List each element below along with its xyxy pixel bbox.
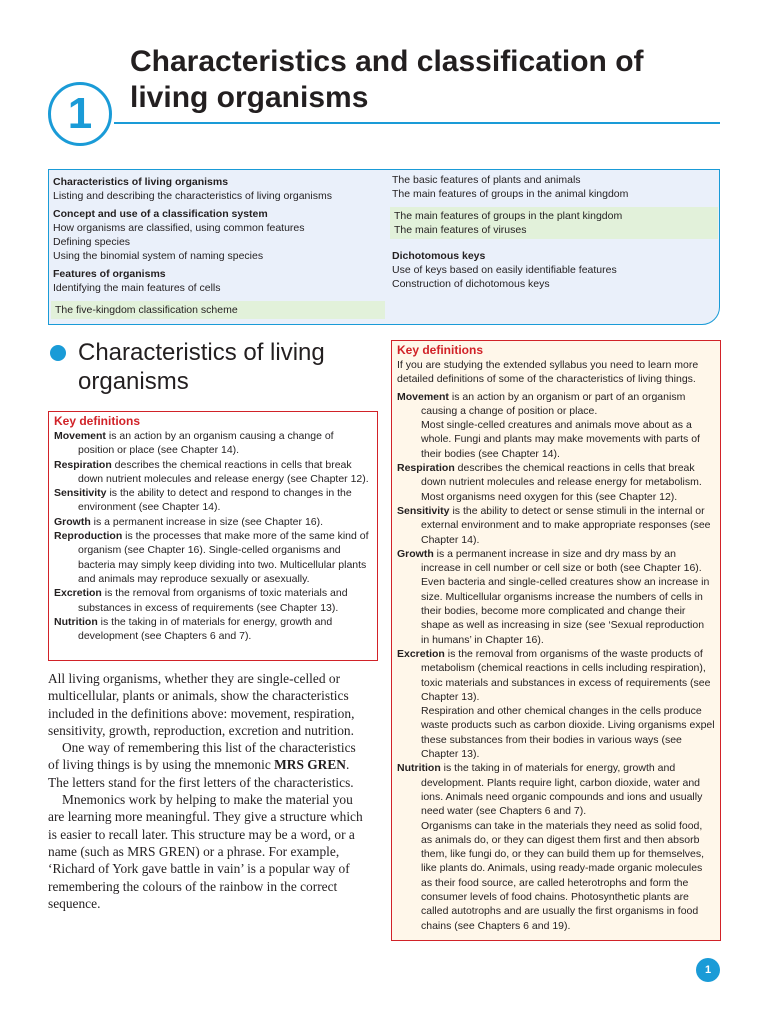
syllabus-item: Identifying the main features of cells: [53, 282, 221, 294]
syllabus-heading: Characteristics of living organisms: [53, 176, 229, 188]
definition-text: describes the chemical reactions in cells that break down nutrient molecules and release energy (see Chapter 12).: [78, 458, 369, 485]
syllabus-heading: Concept and use of a classification system: [53, 208, 268, 220]
definition-term: Sensitivity: [397, 504, 450, 517]
definition-item: [397, 761, 715, 818]
definition-extra-text: Respiration and other chemical changes in the cells produce waste products such as carbon dioxide. Living organisms expel these substances from their bodies in various ways (see Chapter 13).: [421, 705, 715, 761]
definition-text: is the processes that make more of the same kind of organism (see Chapter 16). Single-celled organisms and bacteria may simply keep dividing into two. Multicellular plants and animals may reproduce sexually or asexually.: [78, 530, 369, 585]
syllabus-extended-item: The five-kingdom classification scheme: [51, 301, 385, 319]
definition-term: Movement: [54, 430, 106, 442]
key-definitions-box-extended: [391, 340, 721, 941]
paragraph: Mnemonics work by helping to make the material you are learning more meaningful. They give a structure which is easier to recall later. This structure may be a word, or a name (such as MRS GREN) or a phrase. For example, ‘Richard of York gave battle in vain’ is a popular way of remembering the colours of the rainbow in the correct sequence.: [48, 792, 363, 911]
definition-item: [54, 586, 372, 615]
syllabus-heading: Dichotomous keys: [392, 250, 486, 262]
syllabus-extended-item: The main features of viruses: [394, 224, 527, 236]
definition-text: is the taking in of materials for energy, growth and development. Plants require light, carbon dioxide, water and ions. Animals need organic compounds and ions and usually need water (see Chapters 6 and 7).: [421, 762, 703, 818]
text-run: One way of remembering this list of the characteristics of living things is by using the mnemonic: [48, 740, 356, 773]
key-definitions-intro: If you are studying the extended syllabus you need to learn more detailed definitions of some of the characteristics of living things.: [397, 359, 699, 386]
syllabus-item: The basic features of plants and animals: [392, 174, 581, 186]
definition-text: is an action by an organism or part of an organism causing a change of position or place.: [421, 390, 686, 417]
text-run: . The letters stand for the first letters of the characteristics.: [48, 757, 354, 790]
syllabus-item: Construction of dichotomous keys: [392, 278, 550, 290]
section-bullet-icon: [50, 345, 66, 361]
syllabus-extended-block: [390, 207, 718, 239]
mnemonic-term: MRS GREN: [274, 757, 346, 773]
definition-text: is a permanent increase in size (see Chapter 16).: [90, 515, 324, 528]
section-heading: Characteristics of living organisms: [78, 339, 325, 395]
definition-text: describes the chemical reactions in cells that break down nutrient molecules and release energy for metabolism.: [421, 462, 702, 489]
definition-term: Excretion: [54, 587, 102, 600]
definition-text: is the removal from organisms of toxic materials and substances in excess of requirements (see Chapter 13).: [78, 587, 348, 614]
key-definitions-title: Key definitions: [397, 343, 484, 357]
definition-term: Nutrition: [54, 615, 98, 628]
definition-item: [54, 615, 372, 644]
key-definitions-title: Key definitions: [54, 414, 141, 428]
key-definitions-box-core: [48, 411, 378, 661]
definition-extra-text: Organisms can take in the materials they need as solid food, as animals do, or they can digest them first and then absorb them, like fungi do, or they can build them up for themselves, like plants do. Animals, using ready-made organic molecules as their food source, are called heterotrophs and form the consumer levels of food chains. Photosynthetic plants are called autotrophs and are usually the first organisms in food chains (see Chapters 6 and 19).: [421, 819, 705, 932]
definition-item: [54, 515, 372, 529]
definition-text: is a permanent increase in size and dry mass by an increase in cell number or cell size or both (see Chapter 16).: [421, 547, 702, 575]
definition-item: [397, 504, 715, 547]
syllabus-right-column: [392, 173, 714, 291]
definition-term: Respiration: [54, 458, 112, 471]
paragraph: [48, 739, 370, 791]
definition-extra-text: Most single-celled creatures and animals move about as a whole. Fungi and plants may make movements with parts of their bodies (see Chapter 14).: [421, 419, 700, 460]
syllabus-item: Using the binomial system of naming species: [53, 250, 264, 262]
definition-text: is the ability to detect and respond to changes in the environment (see Chapter 14).: [78, 487, 352, 514]
definition-item: [54, 458, 372, 487]
syllabus-item: Listing and describing the characteristics of living organisms: [53, 190, 332, 202]
syllabus-extended-item: The main features of groups in the plant kingdom: [394, 210, 623, 222]
syllabus-item: Defining species: [53, 236, 131, 248]
definition-extra-text: Even bacteria and single-celled creatures show an increase in size. Multicellular organisms increase the numbers of cells in their bodies, become more complicated and change their shape as well as increasing in size (see ‘Sexual reproduction in humans’ in Chapter 16).: [421, 576, 710, 646]
definition-text: is the taking in of materials for energy, growth and development (see Chapters 6 and 7).: [78, 615, 333, 643]
body-text: [48, 670, 370, 912]
syllabus-left-column: [53, 173, 385, 319]
definition-term: Excretion: [397, 647, 445, 660]
definition-extra-text: Most organisms need oxygen for this (see Chapter 12).: [421, 490, 678, 503]
definition-text: is the removal from organisms of the waste products of metabolism (chemical reactions in cells including respiration), toxic materials and substances in excess of requirements (see Chapter 13).: [421, 647, 711, 703]
syllabus-item: Use of keys based on easily identifiable features: [392, 264, 617, 276]
definition-term: Growth: [54, 515, 91, 528]
title-underline: [114, 122, 720, 124]
syllabus-box: [48, 169, 720, 325]
syllabus-item: The main features of groups in the animal kingdom: [392, 188, 629, 200]
definition-term: Growth: [397, 547, 434, 560]
definition-term: Reproduction: [54, 530, 123, 543]
definition-term: Respiration: [397, 462, 455, 475]
definition-text: is an action by an organism causing a change of position or place (see Chapter 14).: [78, 430, 334, 457]
definitions-list: [397, 390, 715, 933]
definition-item: [54, 486, 372, 515]
definitions-list: [54, 429, 372, 643]
paragraph: All living organisms, whether they are single-celled or multicellular, plants or animals, show the characteristics included in the definitions above: movement, respiration, sensitivity, growth, reproduction, excretion and nutrition.: [48, 671, 355, 738]
definition-item: [397, 390, 715, 419]
definition-item: [54, 529, 372, 586]
definition-item: [54, 429, 372, 458]
definition-item: [397, 647, 715, 704]
definition-item: [397, 461, 715, 490]
definition-term: Sensitivity: [54, 487, 107, 500]
syllabus-heading: Features of organisms: [53, 268, 166, 280]
definition-term: Nutrition: [397, 762, 441, 775]
definition-term: Movement: [397, 390, 449, 403]
definition-text: is the ability to detect or sense stimuli in the internal or external environment and to make appropriate responses (see Chapter 14).: [421, 504, 711, 546]
chapter-title: Characteristics and classification of living organisms: [130, 45, 644, 114]
syllabus-item: How organisms are classified, using common features: [53, 222, 305, 234]
page-number: 1: [696, 958, 720, 982]
chapter-number-badge: 1: [48, 82, 112, 146]
definition-item: [397, 547, 715, 576]
